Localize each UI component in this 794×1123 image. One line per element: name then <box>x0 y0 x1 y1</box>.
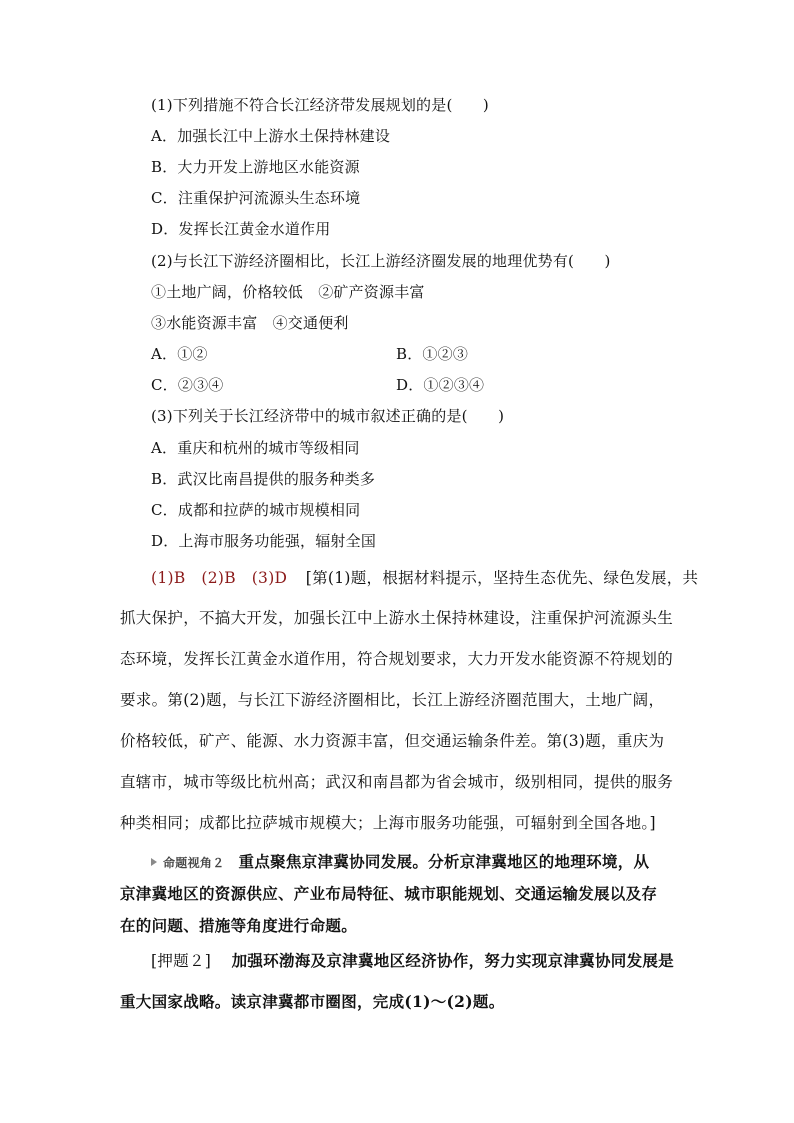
question-3-stem: (3)下列关于长江经济带中的城市叙述正确的是( ) <box>151 407 505 425</box>
explanation-line-5: 价格较低，矿产、能源、水力资源丰富，但交通运输条件差。第(3)题，重庆为 <box>120 732 665 750</box>
question-3-option-a: A．重庆和杭州的城市等级相同 <box>151 439 360 457</box>
question-3-option-d: D．上海市服务功能强，辐射全国 <box>151 532 377 550</box>
question-1-option-d: D．发挥长江黄金水道作用 <box>151 220 331 238</box>
question-3-option-c: C．成都和拉萨的城市规模相同 <box>151 501 361 519</box>
explanation-line-6: 直辖市，城市等级比杭州高；武汉和南昌都为省会城市，级别相同，提供的服务 <box>120 773 674 791</box>
topic-label: 命题视角２ <box>163 856 225 870</box>
question-1-option-c: C．注重保护河流源头生态环境 <box>151 189 361 207</box>
topic-line-1 <box>151 854 649 870</box>
prediction-label: [押题２] <box>151 952 212 970</box>
question-2-option-a: A．①② <box>151 345 208 363</box>
question-2-items-line-2: ③水能资源丰富 ④交通便利 <box>151 314 349 332</box>
answer-line-1 <box>151 571 698 587</box>
question-2-stem: (2)与长江下游经济圈相比，长江上游经济圈发展的地理优势有( ) <box>151 252 611 270</box>
explanation-line-4: 要求。第(2)题，与长江下游经济圈相比，长江上游经济圈范围大，土地广阔， <box>120 691 665 709</box>
explanation-line-7: 种类相同；成都比拉萨城市规模大；上海市服务功能强，可辐射到全国各地。] <box>120 814 656 832</box>
question-1-option-a: A．加强长江中上游水土保持林建设 <box>151 127 391 145</box>
question-2-option-d: D．①②③④ <box>396 376 485 394</box>
topic-text-1: 重点聚焦京津冀协同发展。分析京津冀地区的地理环境，从 <box>238 852 650 871</box>
explanation-line-1: [第(1)题，根据材料提示，坚持生态优先、绿色发展，共 <box>305 569 699 587</box>
answer-key: (1)B (2)B (3)D <box>151 569 288 587</box>
question-1-stem: (1)下列措施不符合长江经济带发展规划的是( ) <box>151 96 489 114</box>
topic-line-2: 京津冀地区的资源供应、产业布局特征、城市职能规划、交通运输发展以及存 <box>120 884 658 903</box>
question-2-items-line-1: ①土地广阔，价格较低 ②矿产资源丰富 <box>151 283 425 301</box>
prediction-line-1 <box>151 953 674 970</box>
question-1-option-b: B．大力开发上游地区水能资源 <box>151 158 360 176</box>
topic-line-3: 在的问题、措施等角度进行命题。 <box>120 916 358 935</box>
question-2-option-c: C．②③④ <box>151 376 224 394</box>
explanation-line-2: 抓大保护，不搞大开发，加强长江中上游水土保持林建设，注重保护河流源头生 <box>120 609 674 627</box>
question-2-option-b: B．①②③ <box>396 345 469 363</box>
explanation-line-3: 态环境，发挥长江黄金水道作用，符合规划要求，大力开发水能资源不符规划的 <box>120 650 674 668</box>
question-3-option-b: B．武汉比南昌提供的服务种类多 <box>151 470 376 488</box>
prediction-text-1: 加强环渤海及京津冀地区经济协作，努力实现京津冀协同发展是 <box>231 951 674 970</box>
triangle-marker-icon <box>151 858 157 866</box>
prediction-line-2: 重大国家战略。读京津冀都市圈图，完成(1)～(2)题。 <box>120 992 505 1011</box>
